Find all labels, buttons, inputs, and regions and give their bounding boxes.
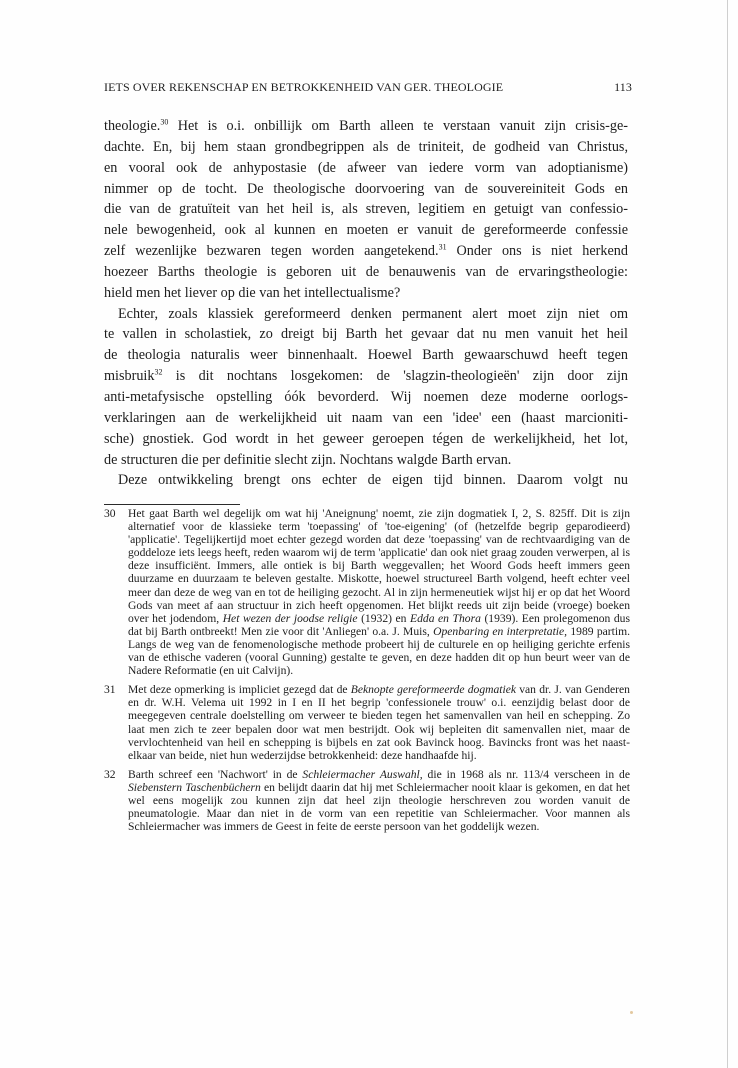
text-line: Deze ontwikkeling brengt ons echter de eigen tijd binnen. Daarom volgt nu: [118, 472, 628, 489]
footnote-number: 30: [104, 507, 116, 520]
text-line: te vallen in scholastiek, zo dreigt bij Barth het gevaar dat nu men vanuit het heil: [104, 326, 628, 343]
text-line: en vooral ook de anhypostasie (de afweer van iedere vorm van adoptianisme): [104, 159, 628, 176]
text-line: Echter, zoals klassiek gereformeerd denken permanent alert moet zijn niet om: [118, 305, 628, 322]
text-line: de structuren die per definitie slecht zijn. Nochtans walgde Barth ervan.: [104, 451, 512, 468]
text-line: theologie.$^{30}$ Het is o.i. onbillijk om Barth alleen te verstaan vanuit zijn crisis-ge-: [104, 117, 628, 134]
text-line: dachte. En, bij hem staan grondbegrippen als de triniteit, de godheid van Christus,: [104, 138, 628, 155]
footnotes: [104, 507, 630, 839]
page-edge-line: [727, 0, 728, 1068]
footnote-separator: [104, 504, 240, 505]
running-header: [104, 80, 632, 98]
footnote-text: Het gaat Barth wel degelijk om wat hij 'Aneignung' noemt, zie zijn dogmatiek I, 2, S. 825ff. Dit is zijn alternatief voor de klassieke term 'toepassing' of 'toe-eigening' (of (hetzelfde begrip geparodieerd) 'applicatie'. Tegelijkertijd moet echter gezegd worden dat deze 'toepassing' van de rechtvaardiging van de goddeloze iets leegs heeft, reden waarom wij de term 'applicatie' dan ook niet graag zouden verwerpen, al is deze insufficiënt. Immers, alle ontiek is bij Barth weggevallen; het Woord Gods heeft immers geen duurzame en duurzaam te beleven gestalte. Miskotte, hoewel structureel Barth volgend, heeft echter veel meer dan deze de weg van en tot de heiliging gezocht. Al in zijn hermeneutiek wijst hij er op dat het Woord Gods van meet af aan structuur in zich heeft opgenomen. Het blijkt reeds uit zijn beide (vroege) boeken over het jodendom, Het wezen der joodse religie (1932) en Edda en Thora (1939). Een prolegomenon dus dat bij Barth ontbreekt! Men zie voor dit 'Anliegen' o.a. J. Muis, Openbaring en interpretatie, 1989 partim. Langs de weg van de fenomenologische methode probeert hij de culturele en op heiliging gerichte erfenis van de ethische vaderen (vooral Gunning) gestalte te geven, en deze hadden dit op hun beurt weer van de Nadere Reformatie (en uit Calvijn).: [128, 507, 630, 678]
footnote-text: Met deze opmerking is impliciet gezegd dat de Beknopte gereformeerde dogmatiek van dr. J. van Genderen en dr. W.H. Velema uit 1992 in I en II het begrip 'confessionele trouw' o.i. eenzijdig belast door de meegegeven centrale doelstelling om verweer te bieden tegen het samenvallen van heil en schepping. Zo laat men zich te zeer bepalen door wat men bestrijdt. Ook wij bepleiten dit samenvallen niet, maar de vervlochtenheid van heil en schepping is bijbels en zat ook Bavinck hoog. Bavincks front was het naast-elkaar van beide, niet hun wederzijdse betrokkenheid: deze handhaafde hij.: [128, 683, 630, 762]
footnote-30: [104, 507, 630, 677]
text-line: hield men het liever op die van het intellectualisme?: [104, 284, 401, 301]
main-text: [104, 116, 628, 491]
text-line: de theologia naturalis weer binnenhaalt. Hoewel Barth gewaarschuwd heeft tegen: [104, 347, 628, 364]
text-line: misbruik$^{32}$ is dit nochtans losgekomen: de 'slagzin-theologieën' zijn door zijn: [104, 367, 628, 385]
text-line: hoezeer Barths theologie is geboren uit de benauwenis van de ervaringstheologie:: [104, 263, 628, 280]
page-number: 113: [614, 80, 632, 94]
text-line: zelf wezenlijke bezwaren tegen worden aangetekend.$^{31}$ Onder ons is niet herkend: [104, 242, 628, 260]
text-line: anti-metafysische opstelling óók bevorderd. Wij noemen deze moderne oorlogs-: [104, 388, 628, 405]
footnote-31: [104, 683, 630, 762]
footnote-32: [104, 768, 630, 833]
footnote-ref-31[interactable]: 31: [438, 242, 447, 252]
text-line: nele bewogenheid, ook al kunnen en moeten er vanuit de gereformeerde confessie: [104, 222, 628, 239]
text-line: nimmer op de tocht. De theologische doorvoering van de souvereiniteit Gods en: [104, 180, 628, 197]
footnote-ref-30[interactable]: 30: [160, 117, 169, 127]
footnote-text: Barth schreef een 'Nachwort' in de Schleiermacher Auswahl, die in 1968 als nr. 113/4 verscheen in de Siebenstern Taschenbüchern en belijdt daarin dat hij met Schleiermacher nooit klaar is gekomen, en dat het wel eens mogelijk zou kunnen zijn dat heel zijn theologie herschreven zou worden vanuit de pneumatologie. Maar dan niet in de vorm van een repetitie van Schleiermacher. Voor mannen als Schleiermacher was immers de Geest in feite de eerste persoon van het goddelijk wezen.: [128, 767, 631, 834]
text-line: die van de gratuïteit van het heil is, als streven, legitiem en getuigt van confessio-: [104, 201, 628, 218]
footnote-ref-32[interactable]: 32: [154, 367, 163, 377]
footnote-number: 32: [104, 767, 116, 781]
text-line: sche) gnostiek. God wordt in het geweer geroepen tégen de werkelijkheid, het lot,: [104, 430, 628, 447]
text-line: verklaringen aan de werkelijkheid uit naam van een 'idee' een (haast marcioniti-: [104, 409, 628, 426]
running-header-title: IETS OVER REKENSCHAP EN BETROKKENHEID VAN GER. THEOLOGIE: [104, 80, 504, 94]
paper-speck: [630, 1011, 633, 1014]
footnote-number: 31: [104, 683, 116, 697]
